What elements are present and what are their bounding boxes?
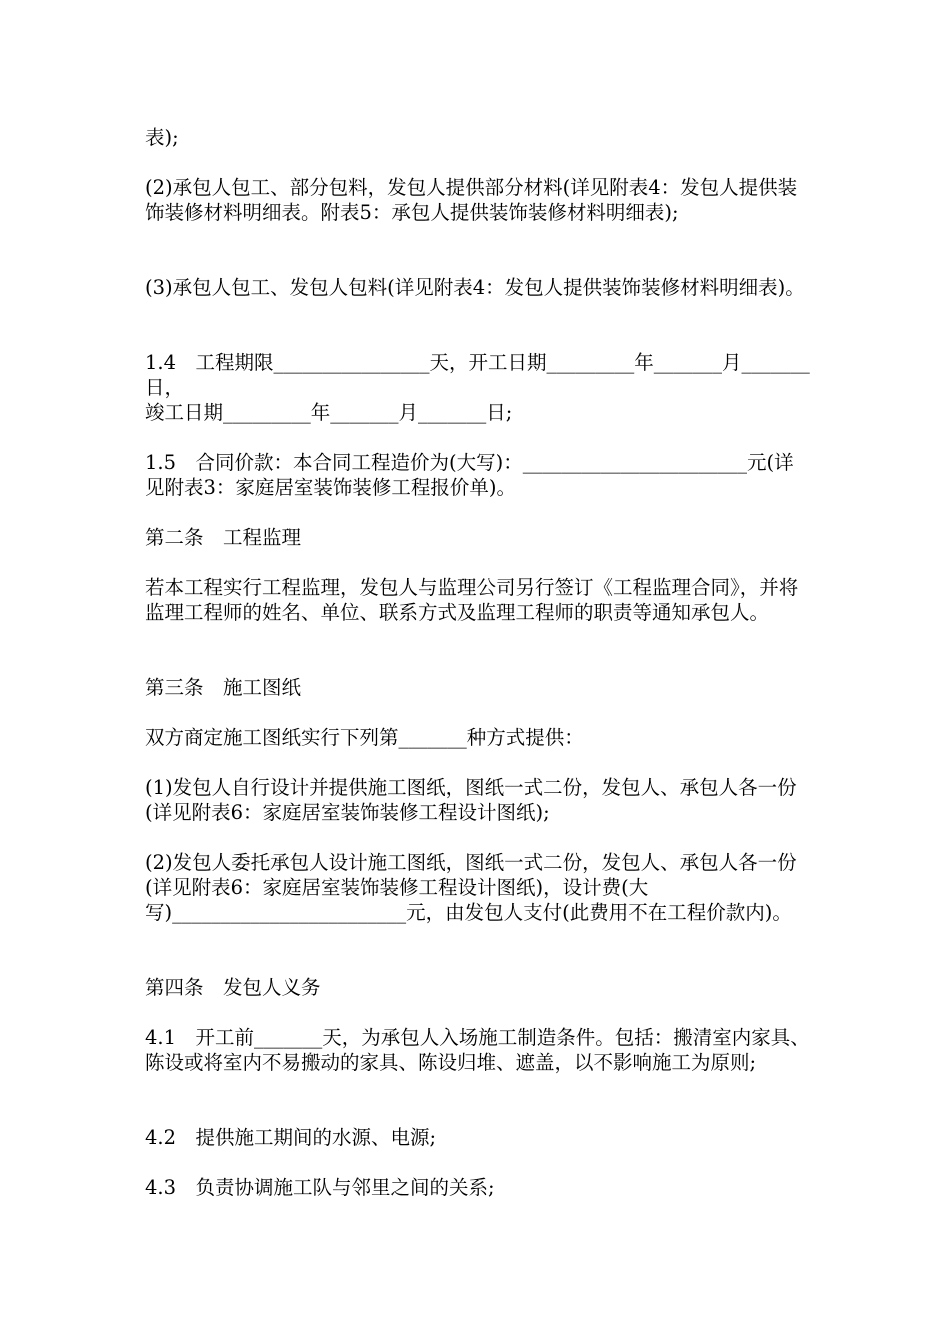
article-4-heading: 第四条 发包人义务 — [145, 976, 321, 999]
paragraph-4-3: 4.3 负责协调施工队与邻里之间的关系; — [145, 1176, 495, 1199]
paragraph-1-5: 1.5 合同价款：本合同工程造价为(大写)：_______________________元(详见附表3：家庭居室装饰装修工程报价单)。 — [145, 451, 794, 499]
article-2-body: 若本工程实行工程监理，发包人与监理公司另行签订《工程监理合同》，并将监理工程师的姓名、单位、联系方式及监理工程师的职责等通知承包人。 — [145, 576, 799, 624]
article-2-heading: 第二条 工程监理 — [145, 526, 302, 549]
article-3-item-2: (2)发包人委托承包人设计施工图纸，图纸一式二份，发包人、承包人各一份(详见附表6：家庭居室装饰装修工程设计图纸)，设计费(大写)________________________元，由发包人支付(此费用不在工程价款内)。 — [145, 851, 797, 924]
article-3-body: 双方商定施工图纸实行下列第_______种方式提供： — [145, 726, 584, 749]
article-3-heading: 第三条 施工图纸 — [145, 676, 302, 699]
article-3-item-1: (1)发包人自行设计并提供施工图纸，图纸一式二份，发包人、承包人各一份(详见附表6：家庭居室装饰装修工程设计图纸); — [145, 776, 797, 824]
paragraph-4-2: 4.2 提供施工期间的水源、电源; — [145, 1126, 437, 1149]
paragraph-item-3: (3)承包人包工、发包人包料(详见附表4：发包人提供装饰装修材料明细表)。 — [145, 276, 805, 299]
paragraph-1-4: 1.4 工程期限________________天，开工日期_________年_______月_______日， 竣工日期_________年_______月_______日; — [145, 351, 810, 424]
paragraph-continuation: 表); — [145, 126, 179, 149]
paragraph-item-2: (2)承包人包工、部分包料，发包人提供部分材料(详见附表4：发包人提供装饰装修材料明细表。附表5：承包人提供装饰装修材料明细表); — [145, 176, 798, 224]
paragraph-4-1: 4.1 开工前_______天，为承包人入场施工制造条件。包括：搬清室内家具、陈设或将室内不易搬动的家具、陈设归堆、遮盖，以不影响施工为原则; — [145, 1026, 810, 1074]
